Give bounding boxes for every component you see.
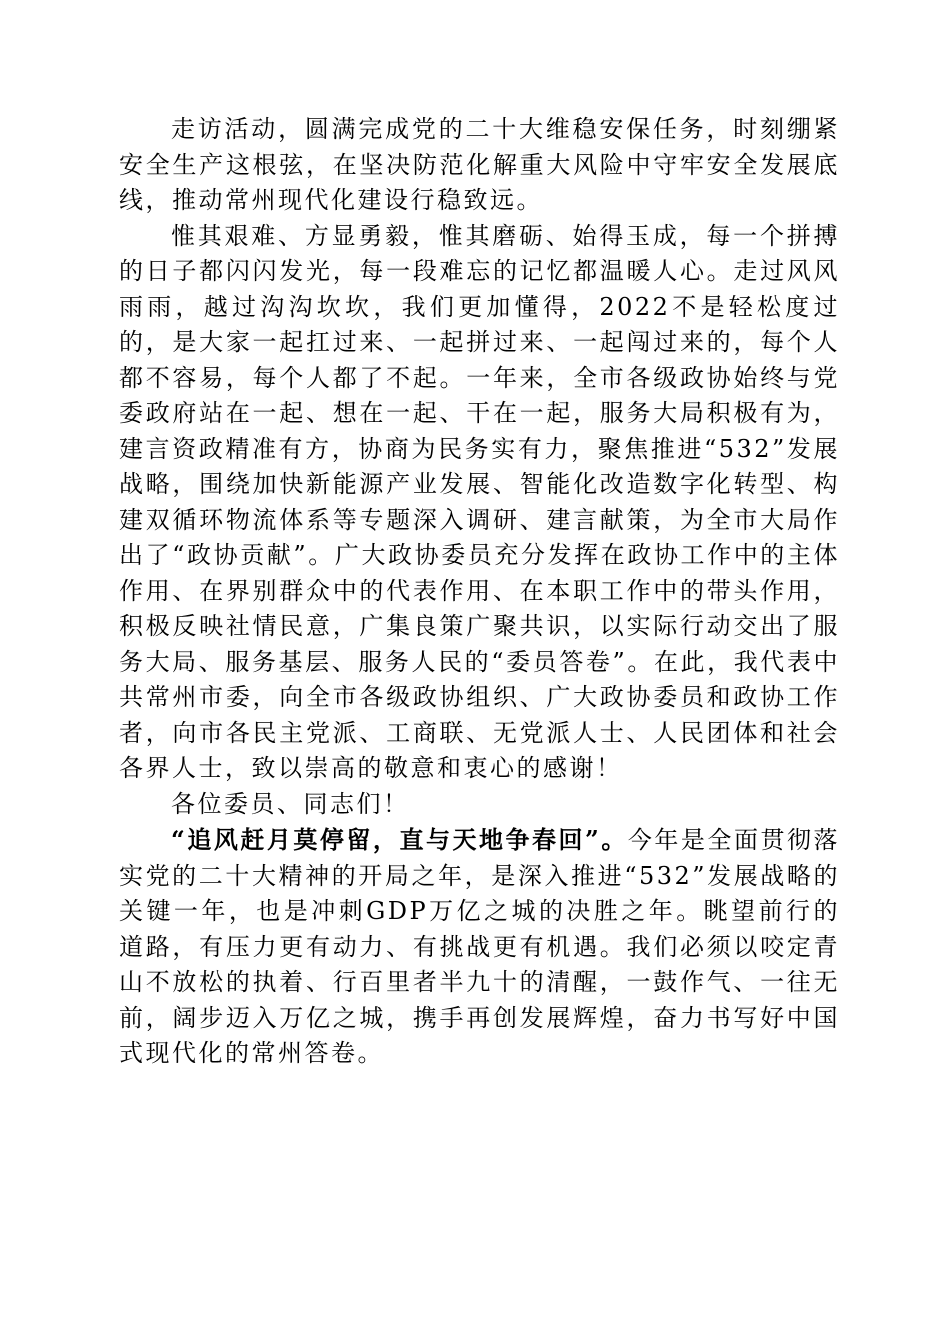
paragraph-4-bold-lead: “追风赶月莫停留，直与天地争春回”。 xyxy=(171,825,628,854)
paragraph-4-body: 今年是全面贯彻落实党的二十大精神的开局之年，是深入推进“532”发展战略的关键一年，也是冲刺GDP万亿之城的决胜之年。眺望前行的道路，有压力更有动力、有挑战更有机遇。我们必须以咬定青山不放松的执着、行百里者半九十的清醒，一鼓作气、一往无前，阔步迈入万亿之城，携手再创发展辉煌，奋力书写好中国式现代化的常州答卷。 xyxy=(119,826,840,1067)
document-body xyxy=(119,112,840,1072)
paragraph-4 xyxy=(119,822,840,1072)
paragraph-1: 走访活动，圆满完成党的二十大维稳安保任务，时刻绷紧安全生产这根弦，在坚决防范化解重大风险中守牢安全发展底线，推动常州现代化建设行稳致远。 xyxy=(119,115,840,214)
paragraph-3-salutation: 各位委员、同志们！ xyxy=(171,789,410,818)
paragraph-2: 惟其艰难、方显勇毅，惟其磨砺、始得玉成，每一个拼搏的日子都闪闪发光，每一段难忘的记忆都温暖人心。走过风风雨雨，越过沟沟坎坎，我们更加懂得，2022不是轻松度过的，是大家一起扛过来、一起拼过来、一起闯过来的，每个人都不容易，每个人都了不起。一年来，全市各级政协始终与党委政府站在一起、想在一起、干在一起，服务大局积极有为，建言资政精准有方，协商为民务实有力，聚焦推进“532”发展战略，围绕加快新能源产业发展、智能化改造数字化转型、构建双循环物流体系等专题深入调研、建言献策，为全市大局作出了“政协贡献”。广大政协委员充分发挥在政协工作中的主体作用、在界别群众中的代表作用、在本职工作中的带头作用，积极反映社情民意，广集良策广聚共识，以实际行动交出了服务大局、服务基层、服务人民的“委员答卷”。在此，我代表中共常州市委，向全市各级政协组织、广大政协委员和政协工作者，向市各民主党派、工商联、无党派人士、人民团体和社会各界人士，致以崇高的敬意和衷心的感谢！ xyxy=(119,221,840,782)
